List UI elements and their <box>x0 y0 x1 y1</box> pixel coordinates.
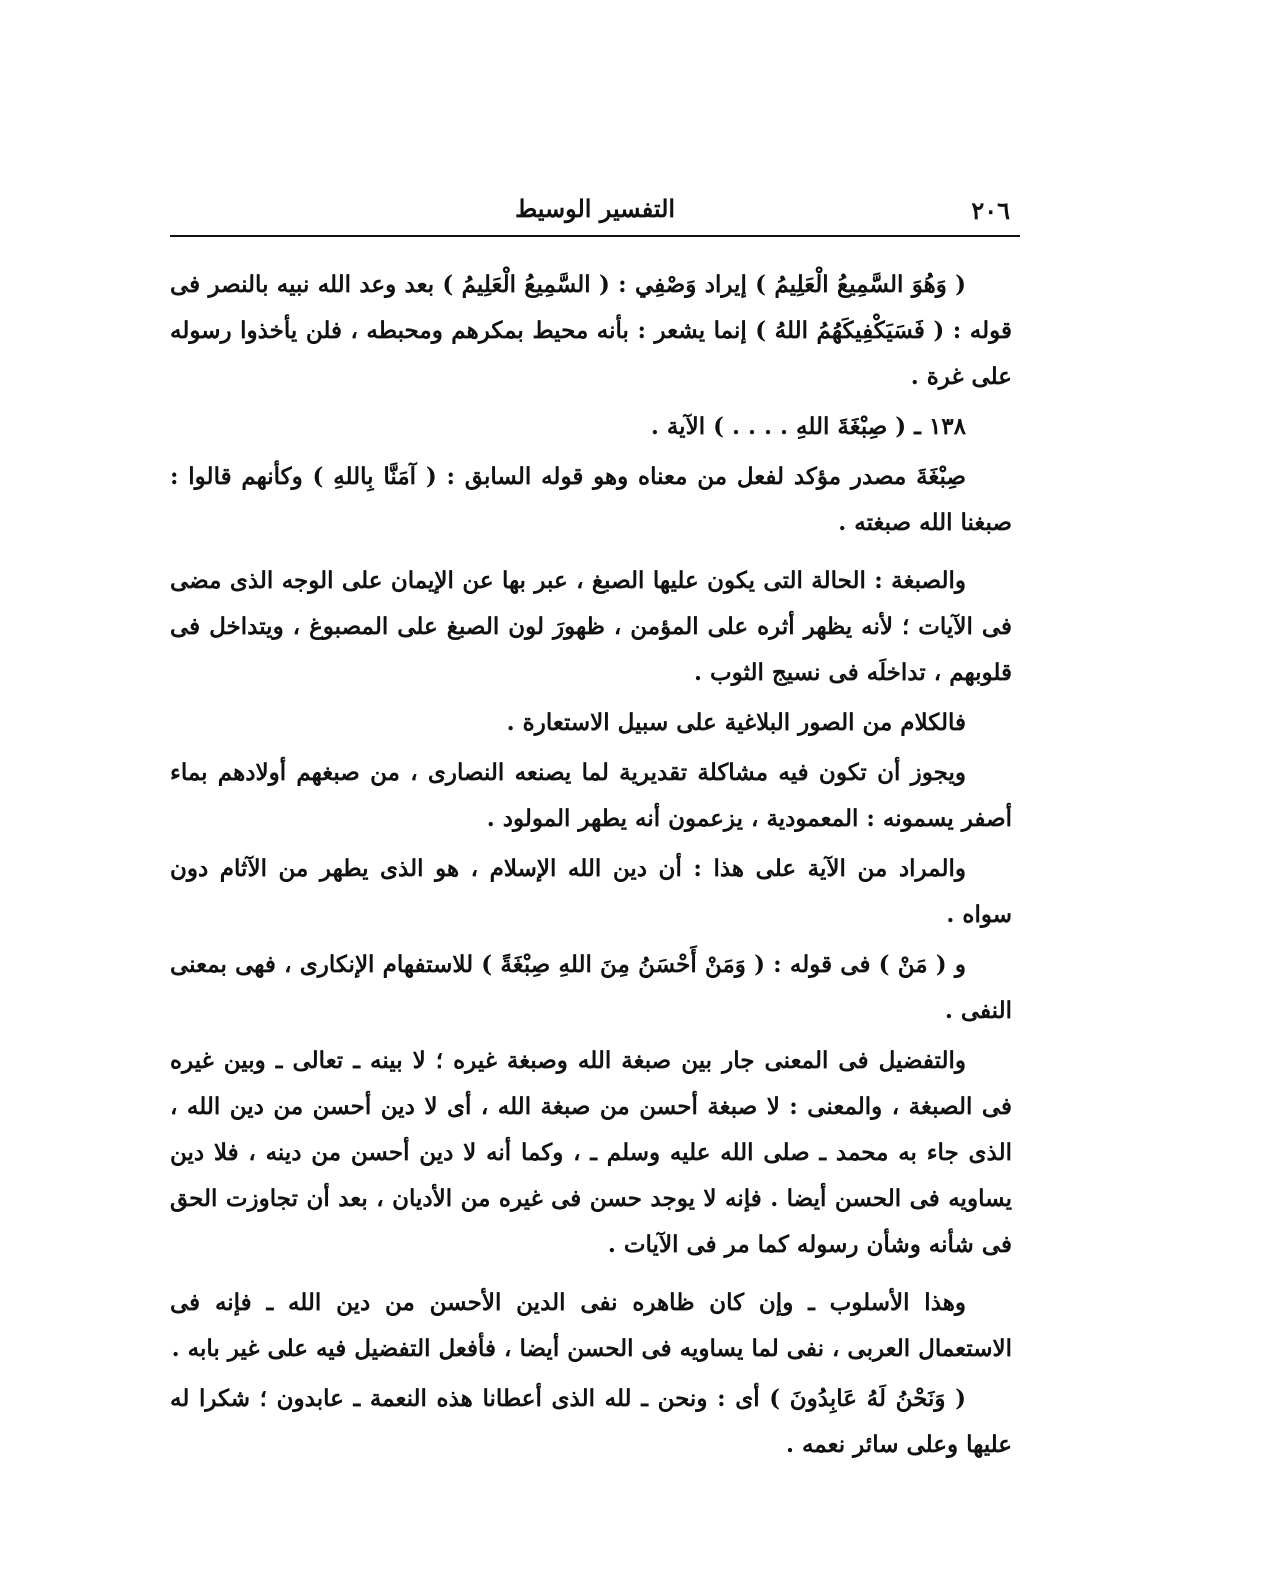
page-header <box>170 190 1020 230</box>
paragraph-8: والتفضيل فى المعنى جار بين صبغة الله وصبغة غيره ؛ لا بينه ـ تعالى ـ وبين غيره فى الصبغة ، والمعنى : لا صبغة أحسن من صبغة الله ، أى لا دين أحسن من دين الله ، الذى جاء به محمد ـ صلى الله عليه وسلم ـ ، وكما أنه لا دين أحسن من دينه ، فلا دين يساويه فى الحسن أيضا . فإنه لا يوجد حسن فى غيره من الأديان ، بعد أن تجاوزت الحق فى شأنه وشأن رسوله كما مر فى الآيات . <box>170 1047 1012 1258</box>
verse-heading-138: ١٣٨ ـ ( صِبْغَةَ اللهِ . . . . ) الآية . <box>650 413 966 440</box>
paragraph-5: ويجوز أن تكون فيه مشاكلة تقديرية لما يصنعه النصارى ، من صبغهم أولادهم بماء أصفر يسمونه : المعمودية ، يزعمون أنه يطهر المولود . <box>170 759 1012 832</box>
paragraph-4: فالكلام من الصور البلاغية على سبيل الاستعارة . <box>506 709 966 736</box>
paragraph-3: والصبغة : الحالة التى يكون عليها الصبغ ، عبر بها عن الإيمان على الوجه الذى مضى فى الآيات ؛ لأنه يظهر أثره على المؤمن ، ظهورَ لون الصبغ على المصبوغ ، ويتداخل فى قلوبهم ، تداخلَه فى نسيج الثوب . <box>170 567 1012 686</box>
paragraph-7: و ( مَنْ ) فى قوله : ( وَمَنْ أَحْسَنُ مِنَ اللهِ صِبْغَةً ) للاستفهام الإنكارى ، فهى بمعنى النفى . <box>170 951 1012 1024</box>
paragraph-10: ( وَنَحْنُ لَهُ عَابِدُونَ ) أى : ونحن ـ لله الذى أعطانا هذه النعمة ـ عابدون ؛ شكرا له عليها وعلى سائر نعمه . <box>170 1385 1012 1458</box>
body-text <box>170 262 1012 1468</box>
running-title: التفسير الوسيط <box>514 194 676 223</box>
paragraph-2: صِبْغَةَ مصدر مؤكد لفعل من معناه وهو قوله السابق : ( آمَنَّا بِاللهِ ) وكأنهم قالوا : صبغنا الله صبغته . <box>170 463 1012 536</box>
header-divider <box>170 235 1020 237</box>
paragraph-6: والمراد من الآية على هذا : أن دين الله الإسلام ، هو الذى يطهر من الآثام دون سواه . <box>170 855 1012 928</box>
paragraph-1: ( وَهُوَ السَّمِيعُ الْعَلِيمُ ) إيراد وَصْفِي : ( السَّمِيعُ الْعَلِيمُ ) بعد وعد الله نبيه بالنصر فى قوله : ( فَسَيَكْفِيكَهُمُ اللهُ ) إنما يشعر : بأنه محيط بمكرهم ومحبطه ، فلن يأخذوا رسوله على غرة . <box>170 271 1012 390</box>
page-number: ٢٠٦ <box>971 196 1010 225</box>
paragraph-9: وهذا الأسلوب ـ وإن كان ظاهره نفى الدين الأحسن من دين الله ـ فإنه فى الاستعمال العربى ، نفى لما يساويه فى الحسن أيضا ، فأفعل التفضيل فيه على غير بابه . <box>170 1289 1012 1362</box>
